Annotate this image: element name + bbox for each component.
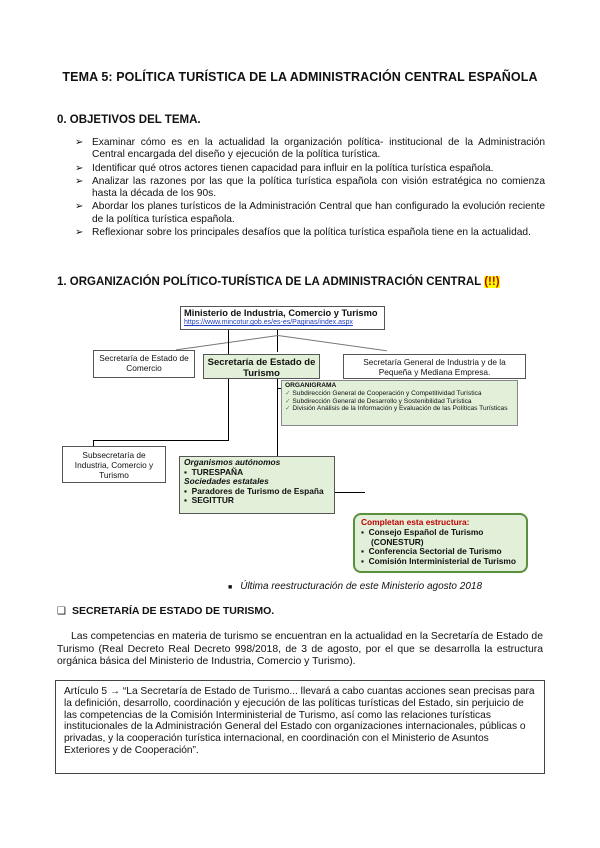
list-item: ➢ Examinar cómo es en la actualidad la organización política- institucional de la Administración Central encargada del diseño y ejecución de la política turística. [75, 137, 545, 161]
square-bullet-icon: ■ [228, 584, 233, 591]
list-item: ➢ Analizar las razones por las que la política turística española con visión estratégica no comienza hasta la década de los 90s. [75, 175, 545, 200]
list-item: ➢ Reflexionar sobre los principales desafíos que la política turística española tiene en la actualidad. [75, 227, 531, 239]
arrow-bullet-icon: ➢ [75, 162, 84, 174]
page-title: TEMA 5: POLÍTICA TURÍSTICA DE LA ADMINISTRACIÓN CENTRAL ESPAÑOLA [62, 70, 538, 84]
list-item: ✓ Subdirección General de Desarrollo y Sostenibilidad Turística [285, 397, 472, 405]
connector-line [228, 329, 229, 440]
arrow-bullet-icon: ➢ [75, 227, 84, 239]
connector-line [93, 440, 229, 441]
connector-line [277, 329, 278, 352]
organigrama-title: ORGANIGRAMA [285, 382, 337, 389]
sec-general-box: Secretaría General de Industria y de la Pequeña y Mediana Empresa. [343, 354, 526, 379]
quote-box: Artículo 5 → “La Secretaría de Estado de Turismo... llevará a cabo cuantas acciones sean precisas para la definición, desarrollo, coordinación y ejecución de las políticas turísticas del Estado, sin perjuicio de las competencias de la Comisión Interministerial de Turismo, así como las relaciones turísticas institucionales de la Administración General del Estado con organizaciones internacionales, públicas o privadas, y la cooperación turística internacional, en coordinación con el Ministerio de Asuntos Exteriores y de Cooperación”. [55, 680, 545, 774]
list-item: ▪ Comisión Interministerial de Turismo [361, 556, 516, 567]
check-icon: ✓ [285, 405, 291, 413]
check-icon: ✓ [285, 389, 291, 397]
section-2-heading: ❑ SECRETARÍA DE ESTADO DE TURISMO. [57, 605, 275, 617]
arrow-bullet-icon: ➢ [75, 137, 84, 148]
sociedades-title: Sociedades estatales [184, 476, 269, 487]
organigrama-box [281, 380, 518, 426]
connector-line [277, 378, 278, 456]
completan-title: Completan esta estructura: [361, 517, 470, 527]
list-item: ▪ Paradores de Turismo de España [184, 485, 324, 496]
list-item: ➢ Identificar qué otros actores tienen capacidad para influir en la política turística española. [75, 162, 494, 174]
organismos-title: Organismos autónomos [184, 457, 281, 467]
body-paragraph: Las competencias en materia de turismo se encuentran en la actualidad en la Secretaría de Estado de Turismo (Real Decreto Real Decreto 998/2018, de 3 de agosto, por el que se desarrolla la estructura orgánica básica del Ministerio de Industria, Comercio y Turismo). [57, 631, 543, 668]
list-item: ✓ Subdirección General de Cooperación y Competitividad Turística [285, 389, 482, 397]
arrow-bullet-icon: ➢ [75, 175, 84, 187]
completan-box [353, 513, 528, 573]
connector-line [335, 492, 365, 493]
objectives-list [75, 137, 545, 240]
connector-line [278, 335, 387, 351]
section-0-heading: 0. OBJETIVOS DEL TEMA. [57, 114, 201, 126]
checkbox-bullet-icon: ❑ [57, 606, 66, 617]
highlight-marker: (!!) [484, 276, 500, 288]
list-item: ▪ SEGITTUR [184, 495, 234, 506]
diagram-caption: ■ Última reestructuración de este Ministerio agosto 2018 [228, 581, 483, 592]
list-item: ▪ TURESPAÑA [184, 466, 244, 477]
check-icon: ✓ [285, 397, 291, 405]
list-item: ▪ Consejo Español de Turismo (CONESTUR) [361, 526, 484, 547]
ministry-name: Ministerio de Industria, Comercio y Turismo [184, 308, 378, 318]
sec-turismo-box: Secretaría de Estado de Turismo [203, 354, 320, 379]
list-item: ✓ División Análisis de la Información y Evaluación de las Políticas Turísticas [285, 405, 508, 413]
list-item: ➢ Abordar los planes turísticos de la Administración Central que han configurado la evolución reciente de la política turística española. [75, 201, 545, 225]
ministry-link[interactable]: https://www.mincotur.gob.es/es-es/Paginas/index.aspx [184, 319, 353, 326]
connector-line [176, 335, 278, 350]
subsecretaria-box: Subsecretaría de Industria, Comercio y Turismo [62, 446, 166, 483]
list-item: ▪ Conferencia Sectorial de Turismo [361, 546, 502, 557]
organismos-box [179, 456, 335, 514]
ministry-box [180, 306, 385, 330]
arrow-bullet-icon: ➢ [75, 201, 84, 213]
sec-comercio-box: Secretaría de Estado de Comercio [93, 350, 195, 378]
section-1-heading: 1. ORGANIZACIÓN POLÍTICO-TURÍSTICA DE LA ADMINISTRACIÓN CENTRAL (!!) [57, 276, 500, 288]
